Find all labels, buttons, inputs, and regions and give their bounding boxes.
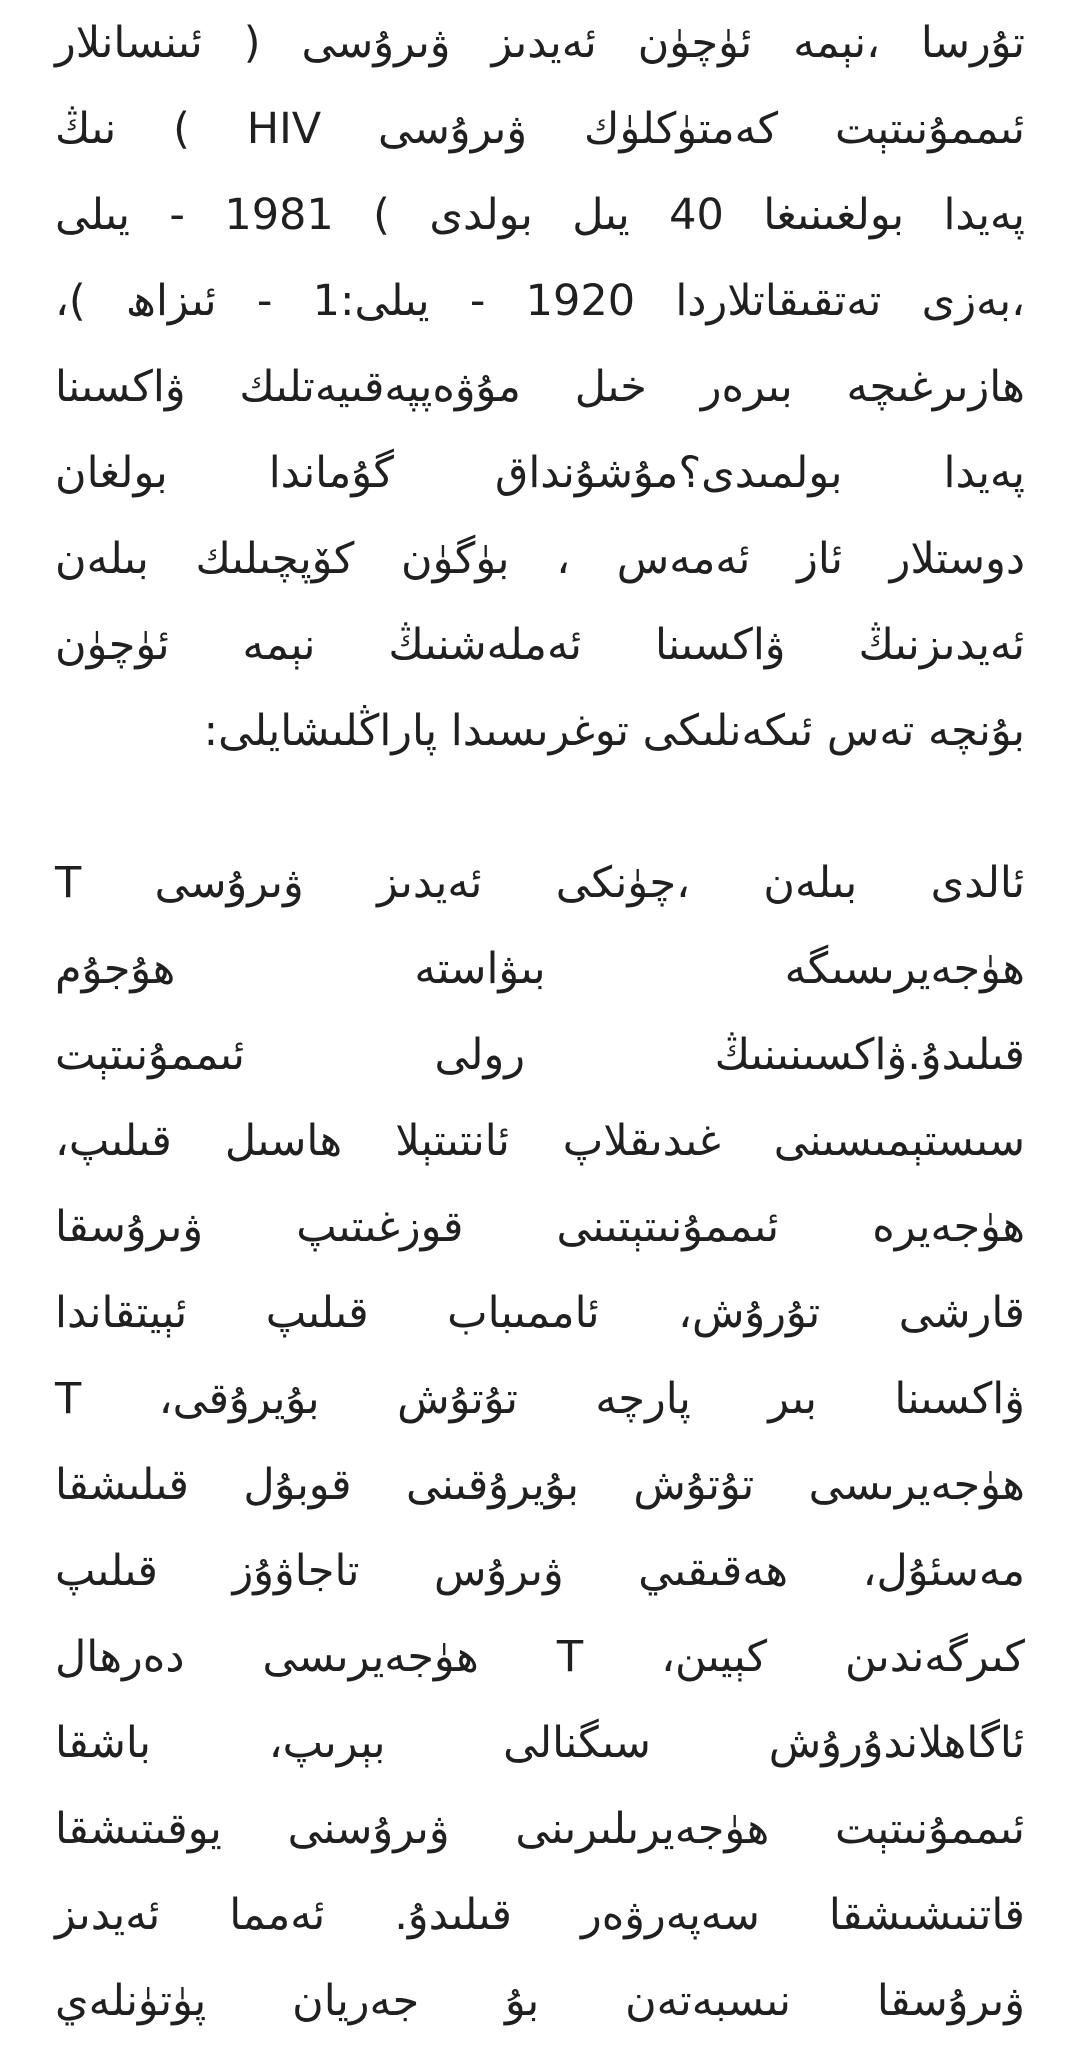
paragraph: [55, 840, 1025, 2044]
text-line: ،بەزى تەتقىقاتلاردا 1920 - يىلى:1 - ئىزاھ )،: [55, 276, 1026, 326]
text-line: ھۈجەيرە ئىممۇنىتېتىنى قوزغىتىپ ۋىرۇسقا: [55, 1202, 1025, 1252]
text-line: ئەيدىزنىڭ ۋاكسىنا ئەملەشنىڭ نېمە ئۈچۈن: [55, 620, 1025, 670]
text-line: مەسئۇل، ھەقىقىي ۋىرۇس تاجاۋۇز قىلىپ: [55, 1546, 1025, 1596]
text-line: ۋاكسىنا بىر پارچە تۇتۇش بۇيرۇقى، T: [55, 1374, 1025, 1424]
text-line: قىلىدۇ.ۋاكسىنىنىڭ رولى ئىممۇنىتېت: [55, 1030, 1025, 1080]
text-line: ھۈجەيرىسىگە بىۋاستە ھۇجۇم: [55, 944, 1025, 994]
text-line: تۇرسا ،نېمە ئۈچۈن ئەيدىز ۋىرۇسى ( ئىنسانلار: [55, 18, 1025, 68]
text-line: ئىممۇنىتېت ھۈجەيرىلىرىنى ۋىرۇسنى يوقىتىشقا: [55, 1804, 1025, 1854]
text-line: ئالدى بىلەن ،چۈنكى ئەيدىز ۋىرۇسى T: [55, 858, 1025, 908]
text-line: ھازىرغىچە بىرەر خىل مۇۋەپپەقىيەتلىك ۋاكسىنا: [55, 362, 1025, 412]
paragraph: [55, 0, 1025, 774]
text-line: كىرگەندىن كېيىن، T ھۈجەيرىسى دەرھال: [55, 1632, 1025, 1682]
text-line: بۇنچە تەس ئىكەنلىكى توغرىسىدا پاراڭلىشايلى:: [203, 706, 1025, 756]
text-line: سىستېمىسىنى غىدىقلاپ ئانتىتېلا ھاسىل قىلىپ،: [55, 1116, 1025, 1166]
text-line: ئاگاھلاندۇرۇش سىگنالى بېرىپ، باشقا: [55, 1718, 1025, 1768]
text-line: قارشى تۇرۇش، ئاممىباب قىلىپ ئېيتقاندا: [55, 1288, 1025, 1338]
text-line: قاتنىشىشقا سەپەرۋەر قىلىدۇ. ئەمما ئەيدىز: [55, 1890, 1025, 1940]
text-line: پەيدا بولغىنىغا 40 يىل بولدى ) 1981 - يىلى: [55, 190, 1025, 240]
text-line: ۋىرۇسقا نىسبەتەن بۇ جەريان پۈتۈنلەي: [55, 1976, 1025, 2026]
text-line: پەيدا بولمىدى؟مۇشۇنداق گۇماندا بولغان: [55, 448, 1025, 498]
text-line: ئىممۇنىتېت كەمتۈكلۈك ۋىرۇسى HIV ) نىڭ: [55, 104, 1026, 154]
text-line: دوستلار ئاز ئەمەس ، بۈگۈن كۆپچىلىك بىلەن: [55, 534, 1025, 584]
text-line: ھۈجەيرىسى تۇتۇش بۇيرۇقىنى قوبۇل قىلىشقا: [55, 1460, 1025, 1510]
